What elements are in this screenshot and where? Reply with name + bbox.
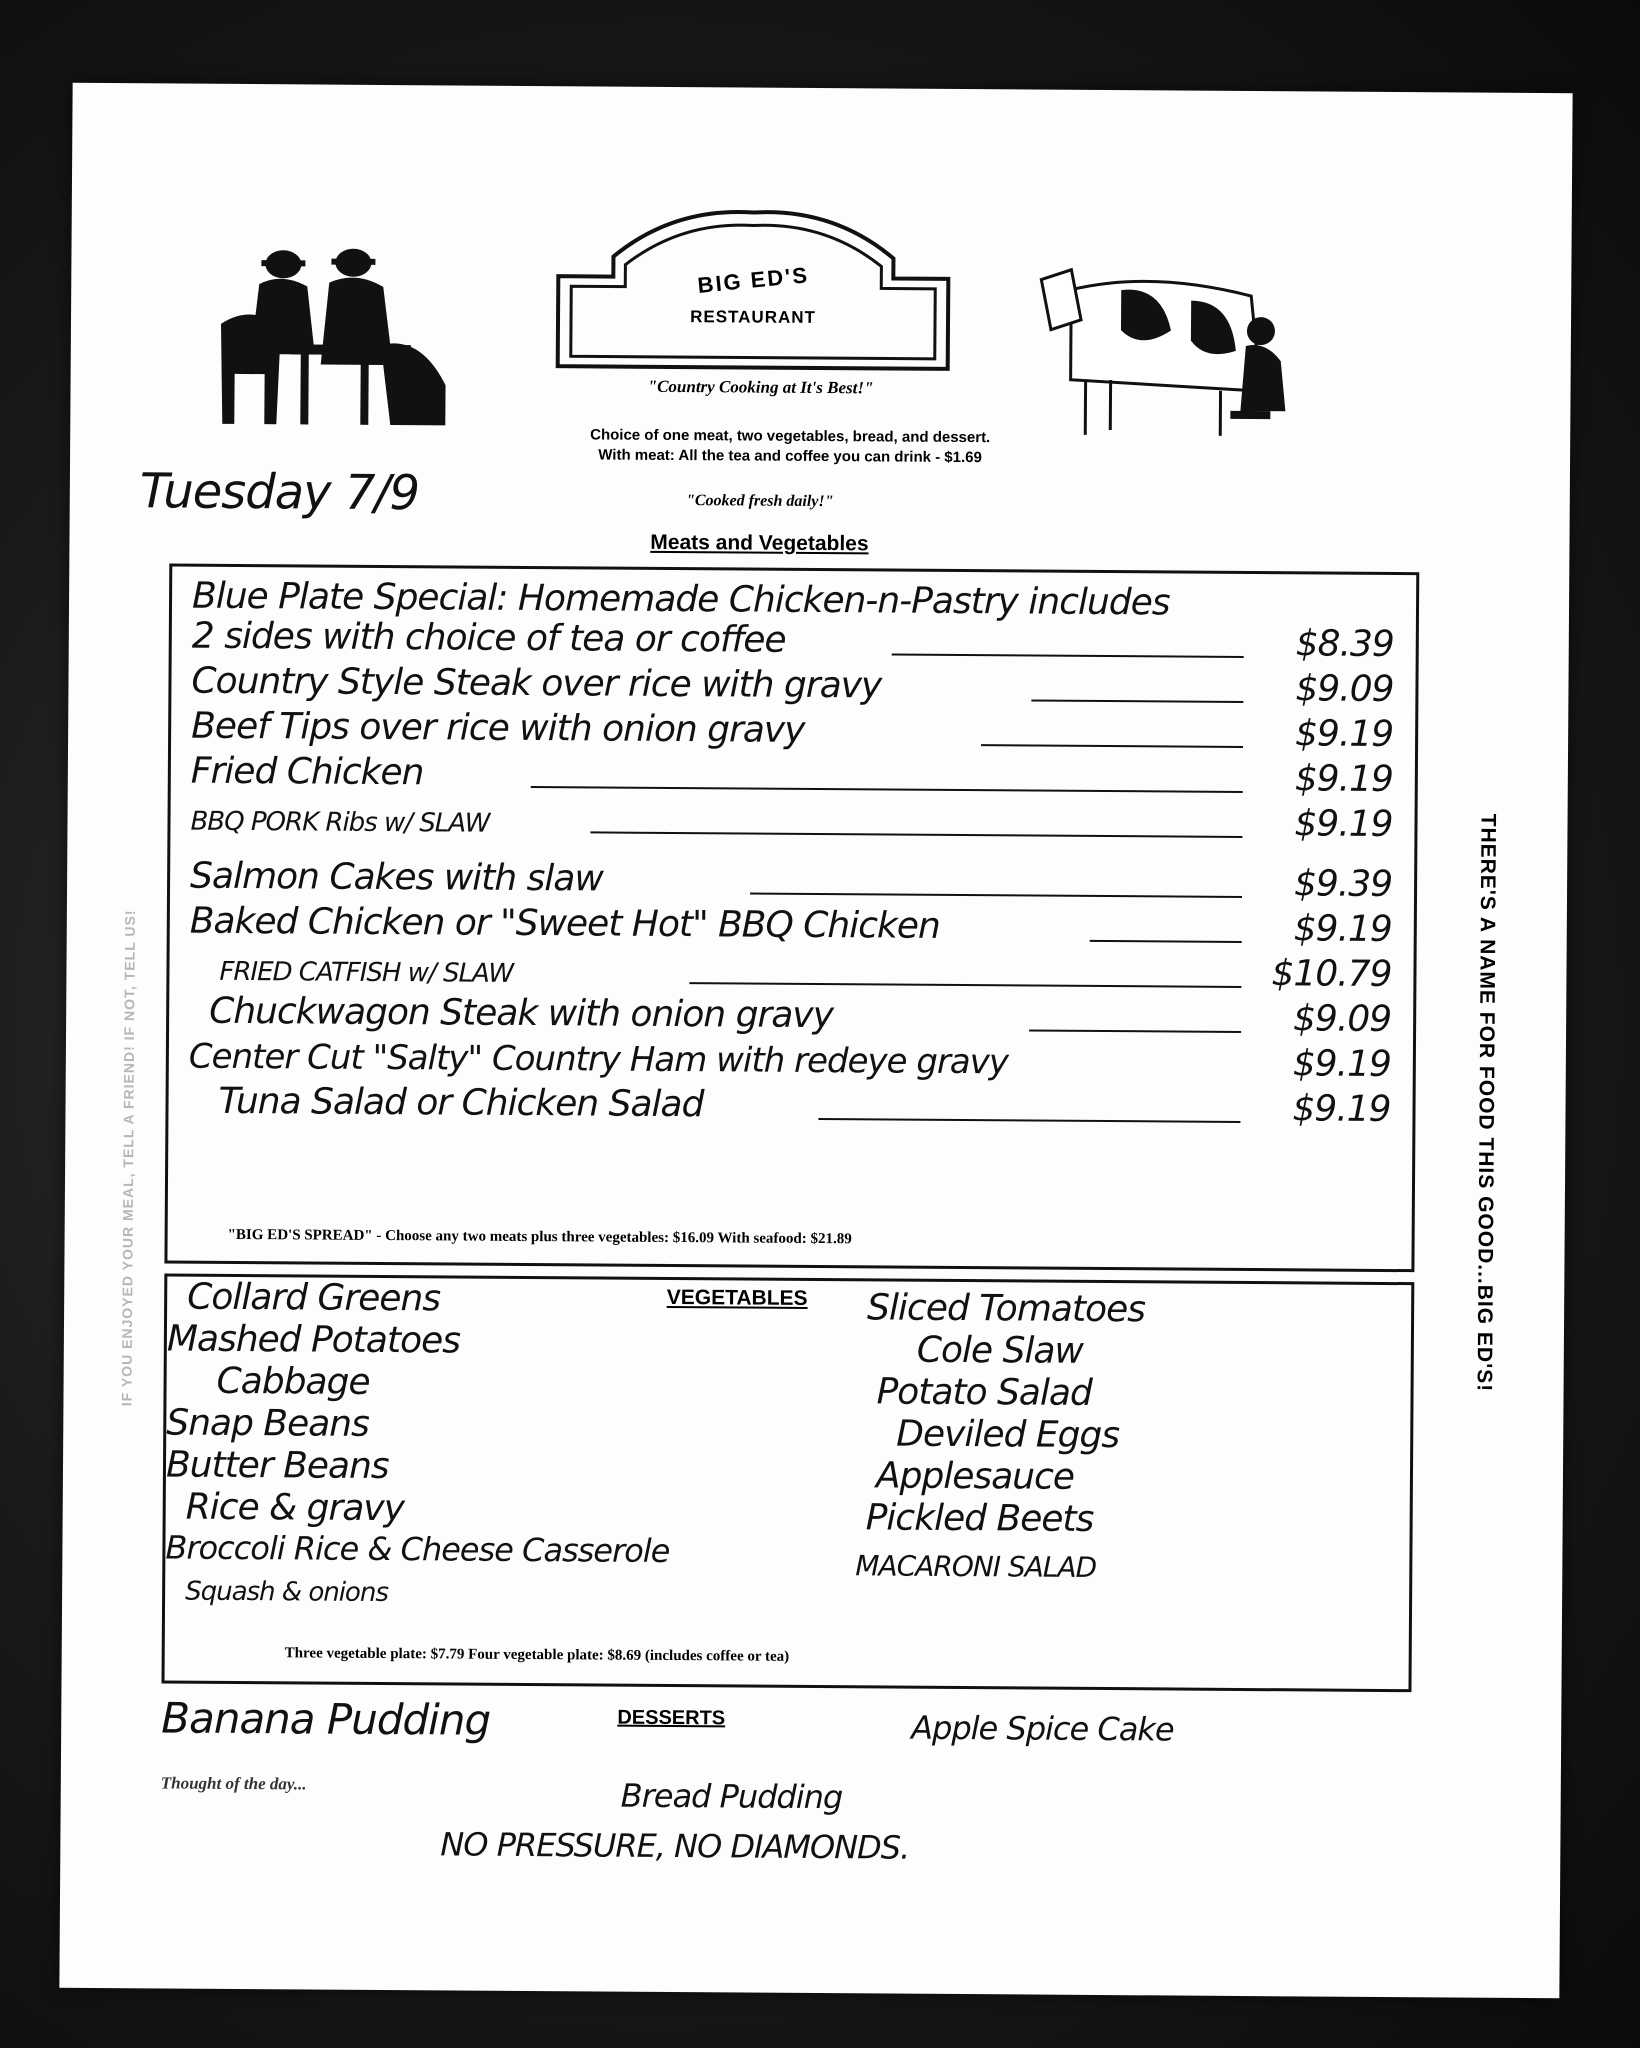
meats-box (164, 563, 1419, 1272)
meat-row (191, 662, 1393, 710)
vegetable-plate-prices: Three vegetable plate: $7.79 Four vegetable plate: $8.69 (includes coffee or tea) (284, 1645, 790, 1665)
meal-info-line1: Choice of one meat, two vegetables, bread, and dessert. (590, 426, 991, 447)
cow-milkmaid-image (1030, 239, 1301, 441)
restaurant-name: BIG ED'S (696, 262, 811, 298)
leader-line (892, 654, 1244, 658)
veg-item: Butter Beans (165, 1444, 389, 1488)
veg-item: Pickled Beets (865, 1497, 1094, 1540)
veg-item: Mashed Potatoes (166, 1318, 461, 1362)
veg-item: Potato Salad (876, 1371, 1093, 1414)
meat-price: $9.09 (1295, 668, 1394, 711)
dessert-item: Bread Pudding (620, 1776, 843, 1817)
meat-name: Beef Tips over rice with onion gravy (191, 705, 805, 751)
meat-row (191, 752, 1393, 800)
side-slogan-right: THERE'S A NAME FOR FOOD THIS GOOD...BIG ED'S! (1472, 813, 1500, 1392)
vegetables-section-title: VEGETABLES (666, 1285, 808, 1310)
meat-row (189, 992, 1391, 1040)
veg-item: Broccoli Rice & Cheese Casserole (165, 1528, 670, 1570)
meat-row (188, 1082, 1390, 1130)
meats-section-title: Meats and Vegetables (650, 530, 869, 556)
veg-item: MACARONI SALAD (855, 1549, 1097, 1584)
veg-item: Cabbage (216, 1360, 370, 1403)
meat-name: BBQ PORK Ribs w/ SLAW (190, 806, 490, 839)
meal-info-line2: With meat: All the tea and coffee you can drink - $1.69 (598, 446, 982, 467)
veg-item: Rice & gravy (185, 1486, 405, 1530)
meat-row (189, 947, 1391, 995)
meat-row (189, 1037, 1391, 1085)
dessert-item: Apple Spice Cake (911, 1708, 1174, 1749)
meat-price: $9.09 (1292, 998, 1392, 1041)
meat-price: $9.19 (1293, 908, 1392, 951)
meat-row (190, 902, 1392, 950)
leader-line (531, 786, 1243, 793)
meat-price: $9.19 (1292, 1088, 1391, 1131)
meat-price: $9.39 (1293, 863, 1393, 906)
meat-price: $9.19 (1292, 1043, 1391, 1086)
meat-row (190, 857, 1392, 905)
leader-line (1031, 699, 1243, 702)
restaurant-logo (553, 206, 954, 379)
meat-row (192, 617, 1394, 665)
leader-line (981, 744, 1243, 748)
thought-label: Thought of the day... (160, 1773, 307, 1794)
meat-name: Country Style Steak over rice with gravy (191, 660, 882, 707)
leader-line (1029, 1029, 1241, 1032)
veg-item: Snap Beans (166, 1402, 369, 1445)
leader-line (750, 893, 1242, 898)
veg-item: Collard Greens (187, 1276, 441, 1320)
meat-name: 2 sides with choice of tea or coffee (191, 615, 786, 661)
leader-line (818, 1118, 1240, 1123)
farmers-silhouette-image (210, 234, 451, 436)
tagline: "Country Cooking at It's Best!" (647, 376, 874, 398)
meat-name: Blue Plate Special: Homemade Chicken-n-Pastry includes (191, 575, 1170, 624)
dessert-item: Banana Pudding (161, 1693, 491, 1745)
meat-name: FRIED CATFISH w/ SLAW (219, 956, 514, 989)
meat-row (191, 707, 1393, 755)
veg-item: Squash & onions (185, 1576, 389, 1609)
meat-name: Salmon Cakes with slaw (189, 855, 604, 900)
meat-name: Tuna Salad or Chicken Salad (218, 1080, 704, 1126)
veg-item: Deviled Eggs (896, 1413, 1120, 1457)
meat-name: Chuckwagon Steak with onion gravy (209, 990, 834, 1037)
meat-price: $9.19 (1294, 803, 1393, 846)
meat-name: Baked Chicken or "Sweet Hot" BBQ Chicken (189, 900, 940, 947)
meat-row (190, 797, 1392, 845)
side-slogan-left: IF YOU ENJOYED YOUR MEAL, TELL A FRIEND! IF NOT, TELL US! (118, 909, 138, 1407)
meat-price: $9.19 (1294, 713, 1394, 756)
thought-text: NO PRESSURE, NO DIAMONDS. (440, 1825, 910, 1867)
leader-line (590, 831, 1242, 838)
leader-line (1090, 940, 1242, 943)
vegetables-box (161, 1273, 1414, 1692)
meat-name: Fried Chicken (190, 750, 424, 794)
meat-price: $9.19 (1294, 758, 1393, 801)
handwritten-date: Tuesday 7/9 (139, 463, 420, 522)
leader-line (689, 982, 1241, 988)
meat-name: Center Cut "Salty" Country Ham with redeye gravy (188, 1036, 1009, 1083)
veg-item: Cole Slaw (916, 1329, 1084, 1372)
veg-item: Applesauce (875, 1455, 1075, 1498)
veg-item: Sliced Tomatoes (866, 1287, 1146, 1331)
cooked-fresh-note: "Cooked fresh daily!" (685, 492, 834, 511)
desserts-section-title: DESSERTS (617, 1706, 726, 1730)
big-eds-spread-note: "BIG ED'S SPREAD" - Choose any two meats plus three vegetables: $16.09 With seafood: $21.89 (227, 1226, 852, 1248)
meat-price: $10.79 (1271, 953, 1392, 996)
meat-price: $8.39 (1295, 623, 1394, 666)
restaurant-subtitle: RESTAURANT (690, 307, 817, 327)
menu-paper (59, 83, 1572, 1998)
